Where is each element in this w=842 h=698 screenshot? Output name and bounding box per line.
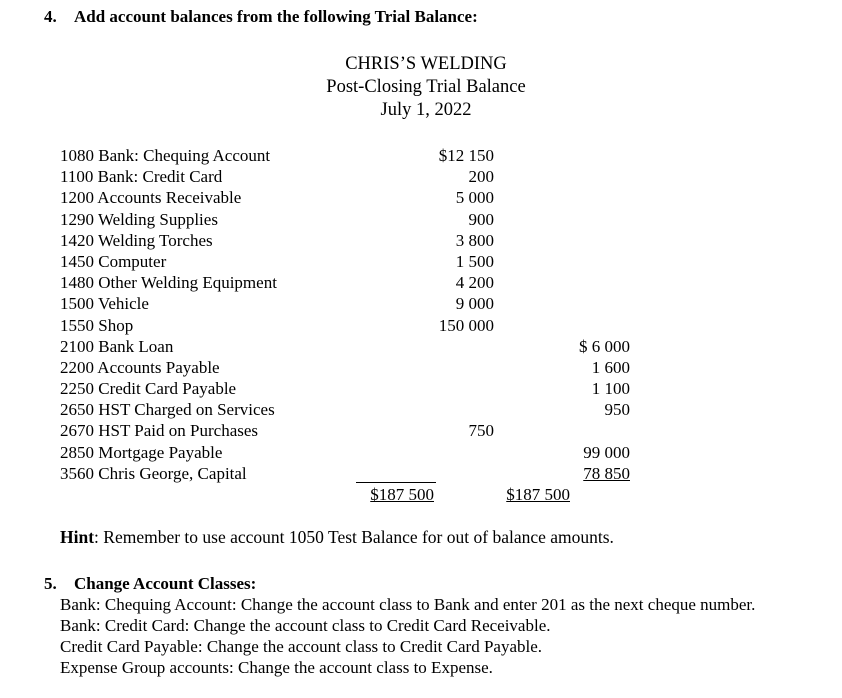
total-debit: $187 500 xyxy=(370,485,434,504)
table-row xyxy=(60,293,580,314)
credit-amount: $ 6 000 xyxy=(579,336,630,356)
trial-balance-table xyxy=(60,145,630,484)
account-name: 1500 Vehicle xyxy=(60,294,149,314)
table-row xyxy=(60,230,580,251)
instruction-line: Bank: Chequing Account: Change the account class to Bank and enter 201 as the next cheque number. xyxy=(60,595,756,614)
account-name: 3560 Chris George, Capital xyxy=(60,463,247,483)
debit-amount: 4 200 xyxy=(455,273,494,293)
debit-total-rule xyxy=(356,482,436,483)
table-row xyxy=(60,166,580,187)
table-row xyxy=(60,187,580,208)
account-name: 2850 Mortgage Payable xyxy=(60,442,223,462)
table-row xyxy=(60,463,630,484)
debit-amount: 9 000 xyxy=(455,294,494,314)
account-name: 2200 Accounts Payable xyxy=(60,357,220,377)
statement-date: July 1, 2022 xyxy=(380,100,472,120)
question-4-text: Add account balances from the following Trial Balance: xyxy=(74,7,478,26)
question-5-number: 5. xyxy=(44,574,57,593)
instruction-line: Credit Card Payable: Change the account class to Credit Card Payable. xyxy=(60,637,543,656)
account-name: 1550 Shop xyxy=(60,315,134,335)
question-5-heading xyxy=(44,573,256,594)
debit-amount: $12 150 xyxy=(438,146,494,165)
table-row xyxy=(60,315,580,336)
debit-amount: 750 xyxy=(468,421,494,441)
company-name: CHRIS’S WELDING xyxy=(345,54,507,74)
account-name: 1200 Accounts Receivable xyxy=(60,188,242,208)
debit-amount: 900 xyxy=(468,209,494,229)
table-row xyxy=(60,145,580,166)
account-name: 1290 Welding Supplies xyxy=(60,209,218,229)
account-name: 1100 Bank: Credit Card xyxy=(60,167,223,187)
total-credit: $187 500 xyxy=(506,485,570,504)
debit-amount: 200 xyxy=(468,167,494,187)
hint-text: : Remember to use account 1050 Test Balance for out of balance amounts. xyxy=(94,527,614,547)
trial-balance-header xyxy=(276,53,576,122)
table-row xyxy=(60,442,630,463)
table-row xyxy=(60,420,580,441)
table-row xyxy=(60,399,630,420)
table-row xyxy=(60,336,630,357)
debit-amount: 5 000 xyxy=(455,188,494,208)
credit-amount: 1 600 xyxy=(591,357,630,377)
instruction-line: Expense Group accounts: Change the account class to Expense. xyxy=(60,658,493,677)
account-name: 1450 Computer xyxy=(60,251,167,271)
credit-amount: 1 100 xyxy=(591,379,630,399)
statement-title: Post-Closing Trial Balance xyxy=(326,77,526,97)
account-name: 1420 Welding Torches xyxy=(60,230,213,250)
credit-amount: 78 850 xyxy=(583,463,630,483)
table-row xyxy=(60,272,580,293)
account-name: 2100 Bank Loan xyxy=(60,336,174,356)
table-row xyxy=(60,209,580,230)
question-4-number: 4. xyxy=(44,7,57,26)
account-name: 2670 HST Paid on Purchases xyxy=(60,421,259,441)
debit-amount: 150 000 xyxy=(438,315,494,335)
instruction-line: Bank: Credit Card: Change the account class to Credit Card Receivable. xyxy=(60,616,551,635)
hint-label: Hint xyxy=(60,527,95,547)
table-row xyxy=(60,251,580,272)
credit-amount: 99 000 xyxy=(583,442,630,462)
account-name: 2250 Credit Card Payable xyxy=(60,379,237,399)
hint-paragraph xyxy=(60,527,614,548)
account-name: 1080 Bank: Chequing Account xyxy=(60,146,271,165)
debit-amount: 1 500 xyxy=(455,251,494,271)
credit-amount: 950 xyxy=(604,400,630,420)
account-name: 1480 Other Welding Equipment xyxy=(60,273,277,293)
table-row xyxy=(60,357,630,378)
table-row xyxy=(60,378,630,399)
question-5-text: Change Account Classes: xyxy=(74,574,257,593)
account-name: 2650 HST Charged on Services xyxy=(60,400,275,420)
question-4-heading xyxy=(44,6,478,27)
debit-amount: 3 800 xyxy=(455,230,494,250)
